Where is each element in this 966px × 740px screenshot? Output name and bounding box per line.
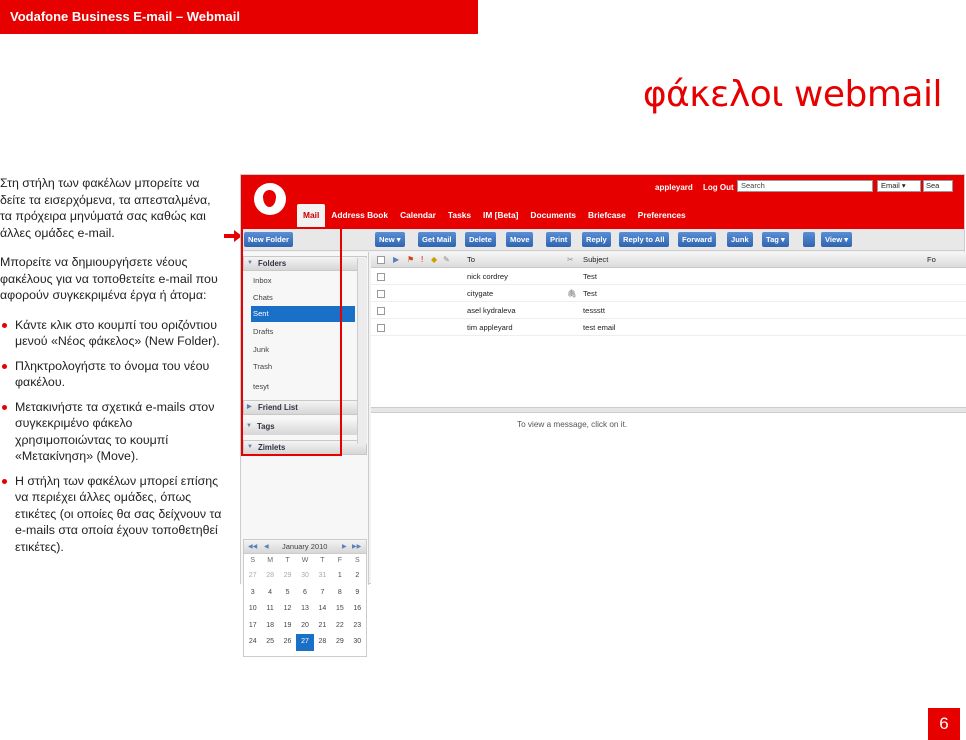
calendar-day[interactable]: 1 bbox=[337, 572, 342, 579]
flag-icon: ⚑ bbox=[407, 255, 415, 264]
tag-icon: ◆ bbox=[431, 255, 438, 264]
folder-trash[interactable]: Trash bbox=[253, 362, 273, 371]
friend-list-header[interactable]: ▶ Friend List bbox=[243, 400, 367, 415]
calendar-day[interactable]: 16 bbox=[353, 605, 362, 612]
calendar-day[interactable]: 14 bbox=[318, 605, 327, 612]
calendar-weekday: S bbox=[354, 557, 360, 564]
get-mail-button[interactable]: Get Mail bbox=[418, 232, 456, 247]
calendar-day[interactable]: 15 bbox=[335, 605, 344, 612]
folder-inbox[interactable]: Inbox bbox=[253, 276, 272, 285]
page-title: φάκελοι webmail bbox=[642, 74, 942, 115]
calendar-weekday: T bbox=[320, 557, 325, 564]
mail-toolbar bbox=[241, 229, 964, 251]
webmail-screenshot bbox=[240, 174, 965, 645]
calendar-day[interactable]: 19 bbox=[283, 621, 292, 629]
toolbar-separator bbox=[803, 232, 815, 247]
message-checkbox[interactable] bbox=[377, 290, 385, 298]
calendar-day[interactable]: 29 bbox=[335, 638, 344, 645]
tab-address-book[interactable]: Address Book bbox=[331, 210, 389, 220]
app-tabs bbox=[297, 204, 692, 229]
message-to: asel kydraleva bbox=[467, 306, 516, 315]
logout-link[interactable]: Log Out bbox=[703, 183, 734, 192]
calendar-day[interactable]: 22 bbox=[335, 621, 344, 629]
folder-drafts[interactable]: Drafts bbox=[253, 327, 274, 336]
folder-chats[interactable]: Chats bbox=[253, 293, 273, 302]
prev-year-icon[interactable]: ◀◀ bbox=[248, 544, 258, 550]
calendar-day[interactable]: 5 bbox=[285, 588, 290, 596]
folder-tesyt[interactable]: tesyt bbox=[253, 382, 270, 391]
to-column-header[interactable]: To bbox=[467, 255, 476, 264]
calendar-day[interactable]: 29 bbox=[283, 572, 292, 579]
calendar-day[interactable]: 3 bbox=[250, 588, 255, 596]
calendar-day[interactable]: 28 bbox=[318, 638, 327, 645]
message-checkbox[interactable] bbox=[377, 273, 385, 281]
pane-splitter[interactable] bbox=[371, 407, 966, 413]
calendar-day[interactable]: 23 bbox=[353, 621, 362, 629]
calendar-day[interactable]: 11 bbox=[266, 605, 274, 612]
create-folder-paragraph: Μπορείτε να δημιουργήσετε νέους φακέλους για να τοποθετείτε e-mail που αφορούν συγκεκριμένα έργα ή άτομα: bbox=[0, 255, 218, 302]
calendar-day[interactable]: 31 bbox=[318, 572, 327, 579]
calendar-day[interactable]: 21 bbox=[318, 621, 327, 629]
tags-header[interactable]: ▼ Tags bbox=[243, 420, 367, 435]
document-banner: Vodafone Business E-mail – Webmail bbox=[0, 0, 478, 34]
calendar-day[interactable]: 20 bbox=[301, 621, 309, 629]
calendar-header bbox=[244, 540, 366, 554]
user-links bbox=[655, 183, 742, 192]
instructions bbox=[0, 175, 224, 563]
calendar-day[interactable]: 18 bbox=[266, 621, 275, 629]
calendar-day[interactable]: 27 bbox=[248, 572, 257, 579]
message-to: tim appleyard bbox=[467, 323, 513, 332]
intro-paragraph: Στη στήλη των φακέλων μπορείτε να δείτε τα εισερχόμενα, τα απεσταλμένα, τα πρόχειρα μηνύματά σας καθώς και άλλες ομάδες e-mail. bbox=[0, 176, 211, 240]
webmail-header bbox=[241, 175, 964, 229]
tab-mail[interactable]: Mail bbox=[297, 204, 325, 227]
step-item: Μετακινήστε τα σχετικά e-mails στον συγκεκριμένο φάκελο χρησιμοποιώντας το κουμπί «Μετακίνηση» (Move). bbox=[0, 399, 224, 465]
calendar-weekday: S bbox=[250, 557, 256, 564]
calendar-weekday: F bbox=[337, 557, 342, 564]
vodafone-logo-icon bbox=[254, 183, 286, 215]
zimlets-header[interactable]: ▼ Zimlets bbox=[243, 440, 367, 455]
calendar-day[interactable]: 30 bbox=[353, 638, 362, 645]
message-to: citygate bbox=[467, 289, 494, 298]
junk-button[interactable]: Junk bbox=[727, 232, 753, 247]
calendar-weekday: M bbox=[267, 557, 274, 564]
message-list bbox=[371, 252, 966, 585]
calendar-day[interactable]: 13 bbox=[301, 605, 309, 612]
message-subject: test email bbox=[583, 323, 616, 332]
folders-header[interactable]: ▼ Folders bbox=[243, 256, 367, 271]
message-checkbox[interactable] bbox=[377, 307, 385, 315]
message-subject: Test bbox=[583, 272, 597, 281]
expand-icon: ▶ bbox=[393, 255, 400, 264]
calendar-day[interactable]: 12 bbox=[283, 605, 292, 612]
message-row[interactable] bbox=[371, 269, 966, 285]
calendar-day[interactable]: 7 bbox=[320, 588, 325, 596]
calendar-grid bbox=[244, 554, 366, 651]
calendar-day[interactable]: 8 bbox=[337, 588, 342, 596]
calendar-weekday: T bbox=[285, 557, 290, 564]
reply-all-button[interactable]: Reply to All bbox=[619, 232, 669, 247]
message-subject: tessstt bbox=[583, 306, 605, 315]
tab-im[interactable]: IM [Beta] bbox=[483, 210, 519, 220]
mini-calendar bbox=[243, 539, 367, 657]
tab-briefcase[interactable]: Briefcase bbox=[588, 210, 626, 220]
priority-icon: ! bbox=[421, 255, 424, 264]
message-checkbox[interactable] bbox=[377, 324, 385, 332]
calendar-day[interactable]: 9 bbox=[355, 588, 360, 596]
message-list-header bbox=[371, 252, 966, 268]
attachment-column-icon: ✂ bbox=[567, 255, 574, 264]
search-button[interactable]: Sea bbox=[923, 180, 953, 192]
folder-scrollbar[interactable] bbox=[357, 258, 367, 444]
page-number: 6 bbox=[928, 708, 960, 740]
message-subject: Test bbox=[583, 289, 597, 298]
calendar-day[interactable]: 24 bbox=[248, 638, 257, 645]
new-folder-button[interactable]: New Folder bbox=[244, 232, 293, 247]
step-item: Πληκτρολογήστε το όνομα του νέου φακέλου. bbox=[0, 358, 224, 391]
new-button[interactable]: New ▾ bbox=[375, 232, 405, 247]
search-scope-select[interactable]: Email ▾ bbox=[877, 180, 921, 192]
tab-tasks[interactable]: Tasks bbox=[447, 210, 472, 220]
message-row[interactable] bbox=[371, 286, 966, 302]
next-year-icon[interactable]: ▶▶ bbox=[352, 544, 362, 550]
subject-column-header[interactable]: Subject bbox=[583, 255, 609, 264]
print-button[interactable]: Print bbox=[546, 232, 571, 247]
step-item: Κάντε κλικ στο κουμπί του οριζόντιου μενού «Νέος φάκελος» (New Folder). bbox=[0, 317, 224, 350]
tab-preferences[interactable]: Preferences bbox=[637, 210, 686, 220]
prev-month-icon[interactable]: ◀ bbox=[264, 544, 269, 550]
calendar-weekday: W bbox=[301, 557, 309, 564]
calendar-day[interactable]: 17 bbox=[248, 621, 257, 629]
calendar-month: January 2010 bbox=[282, 542, 328, 551]
select-all-checkbox[interactable] bbox=[377, 256, 385, 264]
message-row[interactable] bbox=[371, 303, 966, 319]
username: appleyard bbox=[655, 183, 693, 192]
folder-sent[interactable]: Sent bbox=[251, 306, 355, 322]
tab-calendar[interactable]: Calendar bbox=[400, 210, 436, 220]
calendar-day[interactable]: 4 bbox=[268, 588, 273, 596]
move-button[interactable]: Move bbox=[506, 232, 533, 247]
view-button[interactable]: View ▾ bbox=[821, 232, 852, 247]
calendar-day[interactable]: 25 bbox=[266, 638, 275, 645]
paperclip-icon: 🖇 bbox=[567, 289, 577, 298]
folder-junk[interactable]: Junk bbox=[253, 345, 270, 354]
tag-button[interactable]: Tag ▾ bbox=[762, 232, 789, 247]
attachment-header-icon: ✎ bbox=[443, 255, 450, 264]
folder-column-header[interactable]: Fo bbox=[927, 255, 936, 264]
message-row[interactable] bbox=[371, 320, 966, 336]
calendar-day[interactable]: 2 bbox=[355, 572, 360, 579]
delete-button[interactable]: Delete bbox=[465, 232, 496, 247]
steps-list bbox=[0, 317, 224, 556]
step-item: Η στήλη των φακέλων μπορεί επίσης να περιέχει άλλες ομάδες, όπως ετικέτες (οι οποίες θα σας δείχνουν τα e-mails στα οποία έχουν τοποθετηθεί ετικέτες). bbox=[0, 473, 224, 556]
calendar-day[interactable]: 30 bbox=[301, 572, 309, 579]
forward-button[interactable]: Forward bbox=[678, 232, 716, 247]
reading-pane-hint: To view a message, click on it. bbox=[517, 420, 628, 429]
tab-documents[interactable]: Documents bbox=[530, 210, 577, 220]
calendar-day[interactable]: 27 bbox=[296, 634, 313, 651]
calendar-day[interactable]: 6 bbox=[303, 588, 307, 596]
next-month-icon[interactable]: ▶ bbox=[342, 544, 347, 550]
calendar-day[interactable]: 10 bbox=[248, 605, 257, 612]
search-input[interactable]: Search bbox=[737, 180, 873, 192]
calendar-day[interactable]: 26 bbox=[283, 638, 292, 645]
folder-highlight-frame bbox=[241, 227, 342, 456]
message-to: nick cordrey bbox=[467, 272, 508, 281]
reply-button[interactable]: Reply bbox=[582, 232, 611, 247]
calendar-day[interactable]: 28 bbox=[266, 572, 275, 579]
